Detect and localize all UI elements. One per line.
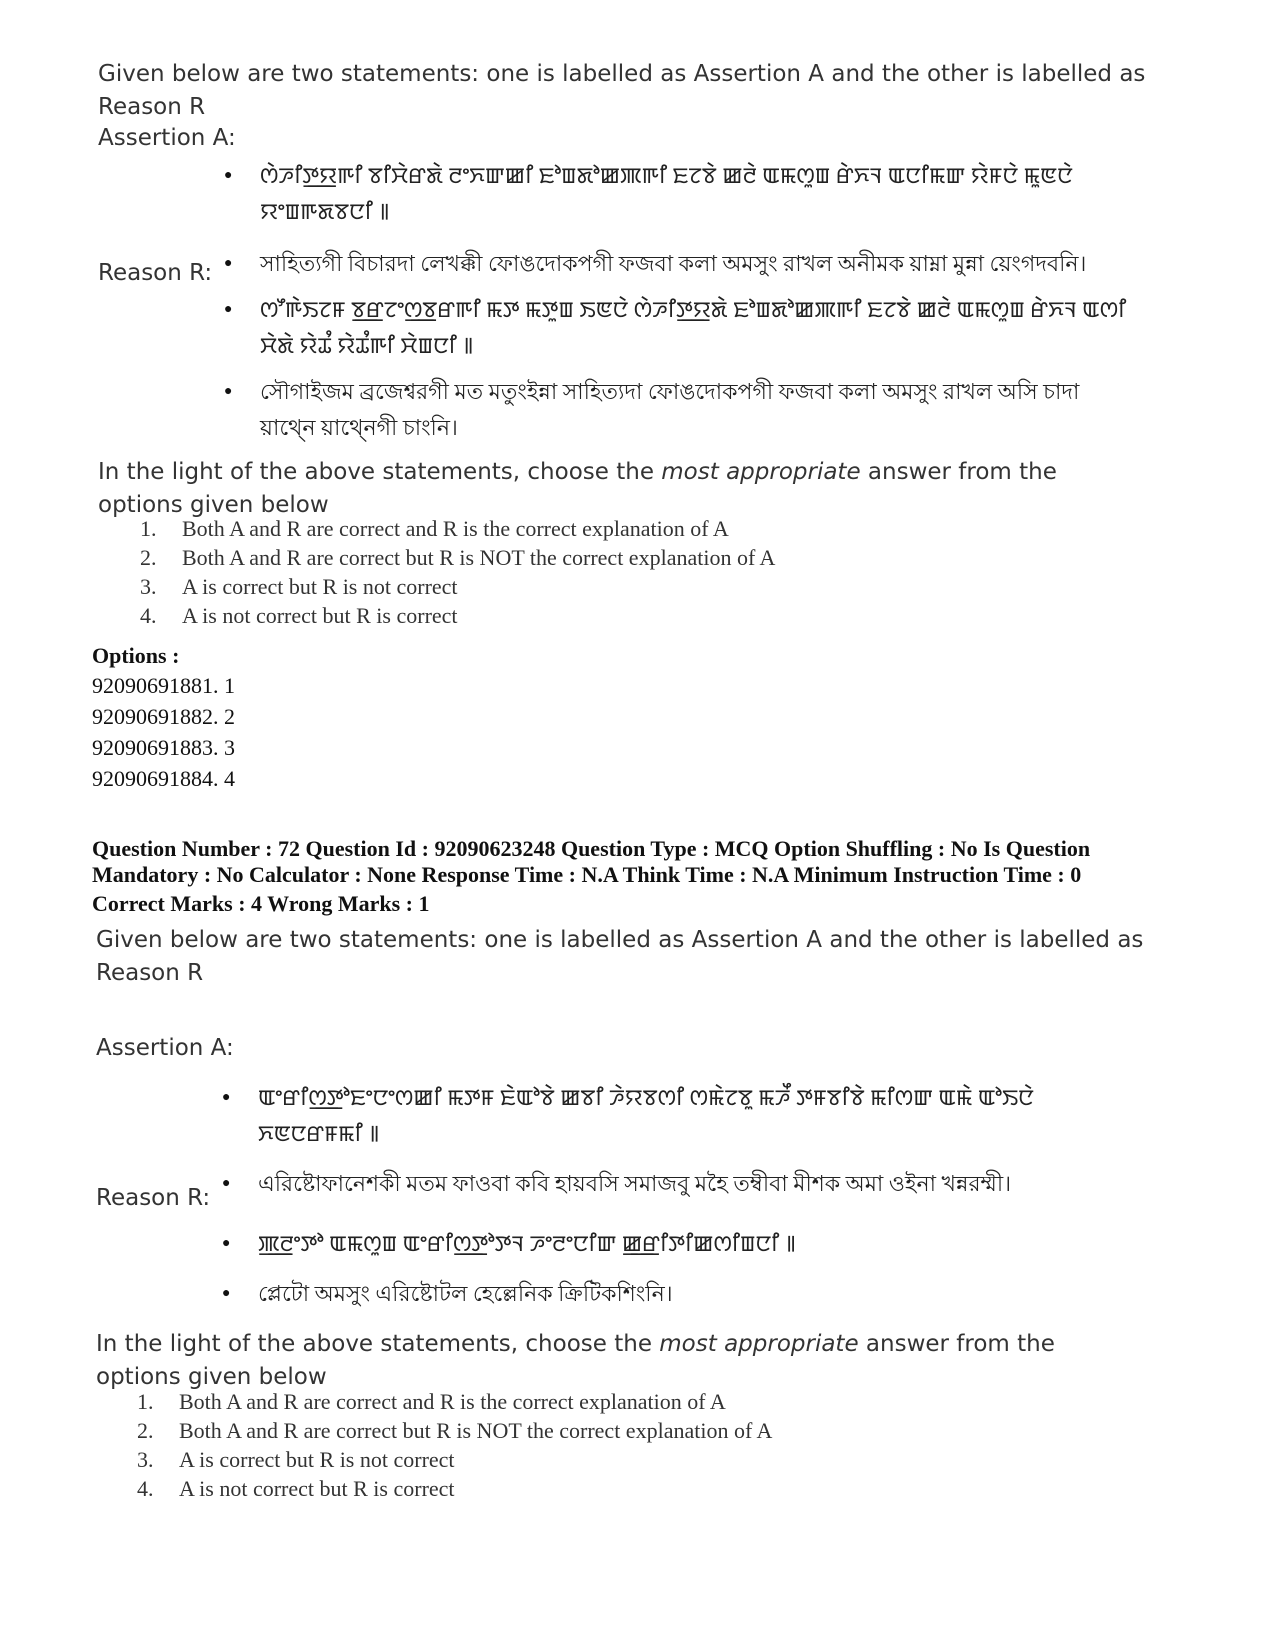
q72-reason-bengali: ● প্লেটো অমসুং এরিষ্টোটল হেল্লেনিক ক্রিটিকশিংনি।: [222, 1276, 1135, 1312]
q71-choice: 2. Both A and R are correct but R is NOT the correct explanation of A: [140, 545, 776, 570]
q71-intro: Given below are two statements: one is labelled as Assertion A and the other is labelled as Reason R: [98, 61, 1146, 120]
q71-assertion-label: Assertion A:: [98, 125, 236, 151]
q71-reason-bengali: ● সৌগাইজম ব্রজেশ্বরগী মত মতুংইন্না সাহিত্যদা ফোঙদোকপগী ফজবা কলা অমসুং রাখল অসি চাদা য়াথ্নে য়াথ্নেগী চাংনি।: [224, 374, 1135, 446]
q72-choice-list: [137, 1387, 1275, 1503]
option-id: 92090691882. 2: [92, 704, 235, 729]
option-id: 92090691883. 3: [92, 735, 235, 760]
q72-assertion-label: Assertion A:: [96, 1035, 234, 1061]
q71-reason-meitei: ● ꯁꯧꯒꯥꯏꯖꯝ ꯕ꯭ꯔꯖꯦꯁ꯭ꯕꯔꯒꯤ ꯃꯇ ꯃꯇꯨꯡ ꯏꯟꯅꯥ ꯁꯥꯍꯤꯇ꯭ꯌꯗꯥ ꯐꯣꯡꯗꯣꯀꯄꯒꯤ ꯐꯖꯕꯥ ꯀꯂꯥ ꯑꯃꯁꯨꯡ ꯔꯥꯈꯜ ꯑꯁꯤ ꯆꯥꯗꯥ ꯌꯥꯊꯪ ꯌꯥꯊꯪꯒꯤ ꯆꯥꯡꯅꯤ ꯫: [224, 292, 1135, 364]
q71-options-list: [92, 670, 1275, 794]
q71-question: In the light of the above statements, choose the most appropriate answer from the options given below: [98, 459, 1057, 518]
q71-options-label: Options :: [92, 643, 180, 668]
q72-choice: 4. A is not correct but R is correct: [137, 1476, 455, 1501]
q71-choice: 1. Both A and R are correct and R is the correct explanation of A: [140, 516, 729, 541]
q71-reason-label: Reason R:: [98, 260, 213, 286]
q72-reason-meitei: ● ꯄ꯭ꯂꯦꯇꯣ ꯑꯃꯁꯨꯡ ꯑꯦꯔꯤꯁ꯭ꯇꯣꯇꯜ ꯍꯦꯂꯦꯅꯤꯛ ꯀ꯭ꯔꯤꯇꯤꯀꯁꯤꯡꯅꯤ ꯫: [222, 1226, 1135, 1262]
q72-question: In the light of the above statements, choose the most appropriate answer from the options given below: [96, 1331, 1055, 1390]
q72-intro: Given below are two statements: one is labelled as Assertion A and the other is labelled as Reason R: [96, 927, 1144, 986]
q72-reason-label: Reason R:: [96, 1185, 211, 1211]
q72-assertion-meitei: ● ꯑꯦꯔꯤꯁ꯭ꯇꯣꯐꯦꯅꯦꯁꯀꯤ ꯃꯇꯝ ꯐꯥꯑꯣꯕꯥ ꯀꯕꯤ ꯍꯥꯌꯕꯁꯤ ꯁꯃꯥꯖꯕꯨ ꯃꯍꯩ ꯇꯝꯕꯤꯕꯥ ꯃꯤꯁꯛ ꯑꯃꯥ ꯑꯣꯏꯅꯥ ꯈꯟꯅꯔꯝꯃꯤ ꯫: [222, 1080, 1135, 1152]
q72-choice: 2. Both A and R are correct but R is NOT the correct explanation of A: [137, 1418, 773, 1443]
q71-choice: 4. A is not correct but R is correct: [140, 603, 458, 628]
option-id: 92090691881. 1: [92, 673, 235, 698]
q71-choice: 3. A is correct but R is not correct: [140, 574, 458, 599]
q71-choice-list: [140, 514, 1275, 630]
q72-marks: Correct Marks : 4 Wrong Marks : 1: [92, 891, 430, 916]
q72-meta: Question Number : 72 Question Id : 92090623248 Question Type : MCQ Option Shuffling : No Is Question Mandatory : No Calculator : None Response Time : N.A Think Time : N.A Minimum Instruction Time : 0: [92, 836, 1091, 887]
q72-reason-list: [222, 1226, 1135, 1312]
q72-choice: 1. Both A and R are correct and R is the correct explanation of A: [137, 1389, 726, 1414]
q72-choice: 3. A is correct but R is not correct: [137, 1447, 455, 1472]
q71-assertion-bengali: ● সাহিত্যগী বিচারদা লেখক্কী ফোঙদোকপগী ফজবা কলা অমসুং রাখল অনীমক য়াম্না মুন্না য়েংগদবনি।: [224, 246, 1145, 282]
option-id: 92090691884. 4: [92, 766, 235, 791]
q71-reason-list: [224, 292, 1135, 446]
q72-assertion-bengali: ● এরিষ্টোফানেশকী মতম ফাওবা কবি হায়বসি সমাজবু মহৈ তম্বীবা মীশক অমা ওইনা খন্নরম্মী।: [222, 1166, 1135, 1202]
q71-assertion-meitei: ● ꯁꯥꯍꯤꯇ꯭ꯌꯒꯤ ꯕꯤꯆꯥꯔꯗꯥ ꯂꯦꯈꯛꯀꯤ ꯐꯣꯡꯗꯣꯀꯄꯒꯤ ꯐꯖꯕꯥ ꯀꯂꯥ ꯑꯃꯁꯨꯡ ꯔꯥꯈꯜ ꯑꯅꯤꯃꯛ ꯌꯥꯝꯅꯥ ꯃꯨꯟꯅꯥ ꯌꯦꯡꯒꯗꯕꯅꯤ ꯫: [224, 158, 1145, 230]
